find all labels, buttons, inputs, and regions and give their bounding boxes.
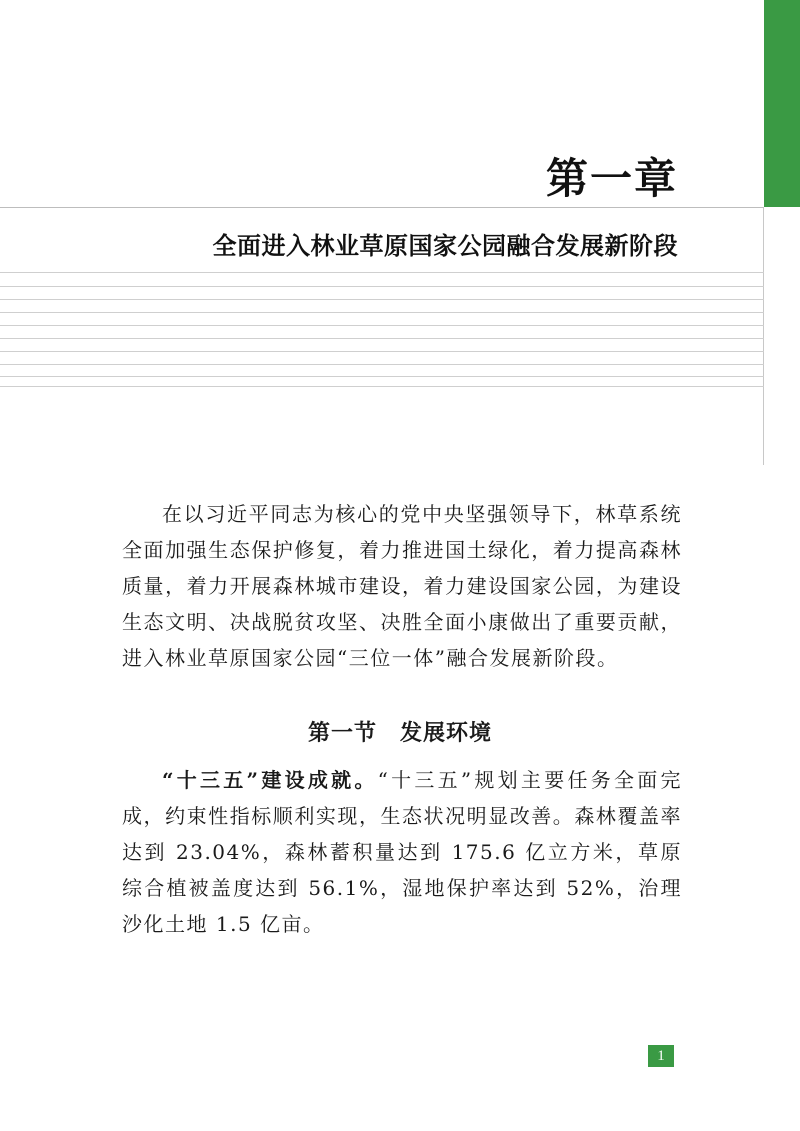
chapter-title: 第一章 [545,154,678,203]
section-heading: 第一节 发展环境 [307,721,492,746]
chapter-rule [0,207,764,208]
section-lead: “十三五”建设成就。 [162,768,378,792]
section-paragraph-text [122,762,682,942]
green-tab-decoration [764,0,800,207]
intro-paragraph [122,496,682,676]
chapter-subtitle: 全面进入林业草原国家公园融合发展新阶段 [212,232,678,260]
vertical-rule [763,207,764,465]
page-number: 1 [648,1045,674,1067]
section-paragraph [122,762,682,942]
intro-text: 在以习近平同志为核心的党中央坚强领导下，林草系统全面加强生态保护修复，着力推进国土绿化，着力提高森林质量，着力开展森林城市建设，着力建设国家公园，为建设生态文明、决战脱贫攻坚、决胜全面小康做出了重要贡献，进入林业草原国家公园“三位一体”融合发展新阶段。 [122,502,682,670]
section-body: “十三五”规划主要任务全面完成，约束性指标顺利实现，生态状况明显改善。森林覆盖率达到 23.04%，森林蓄积量达到 175.6 亿立方米，草原综合植被盖度达到 56.1%，湿地保护率达到 52%，治理沙化土地 1.5 亿亩。 [122,768,682,936]
